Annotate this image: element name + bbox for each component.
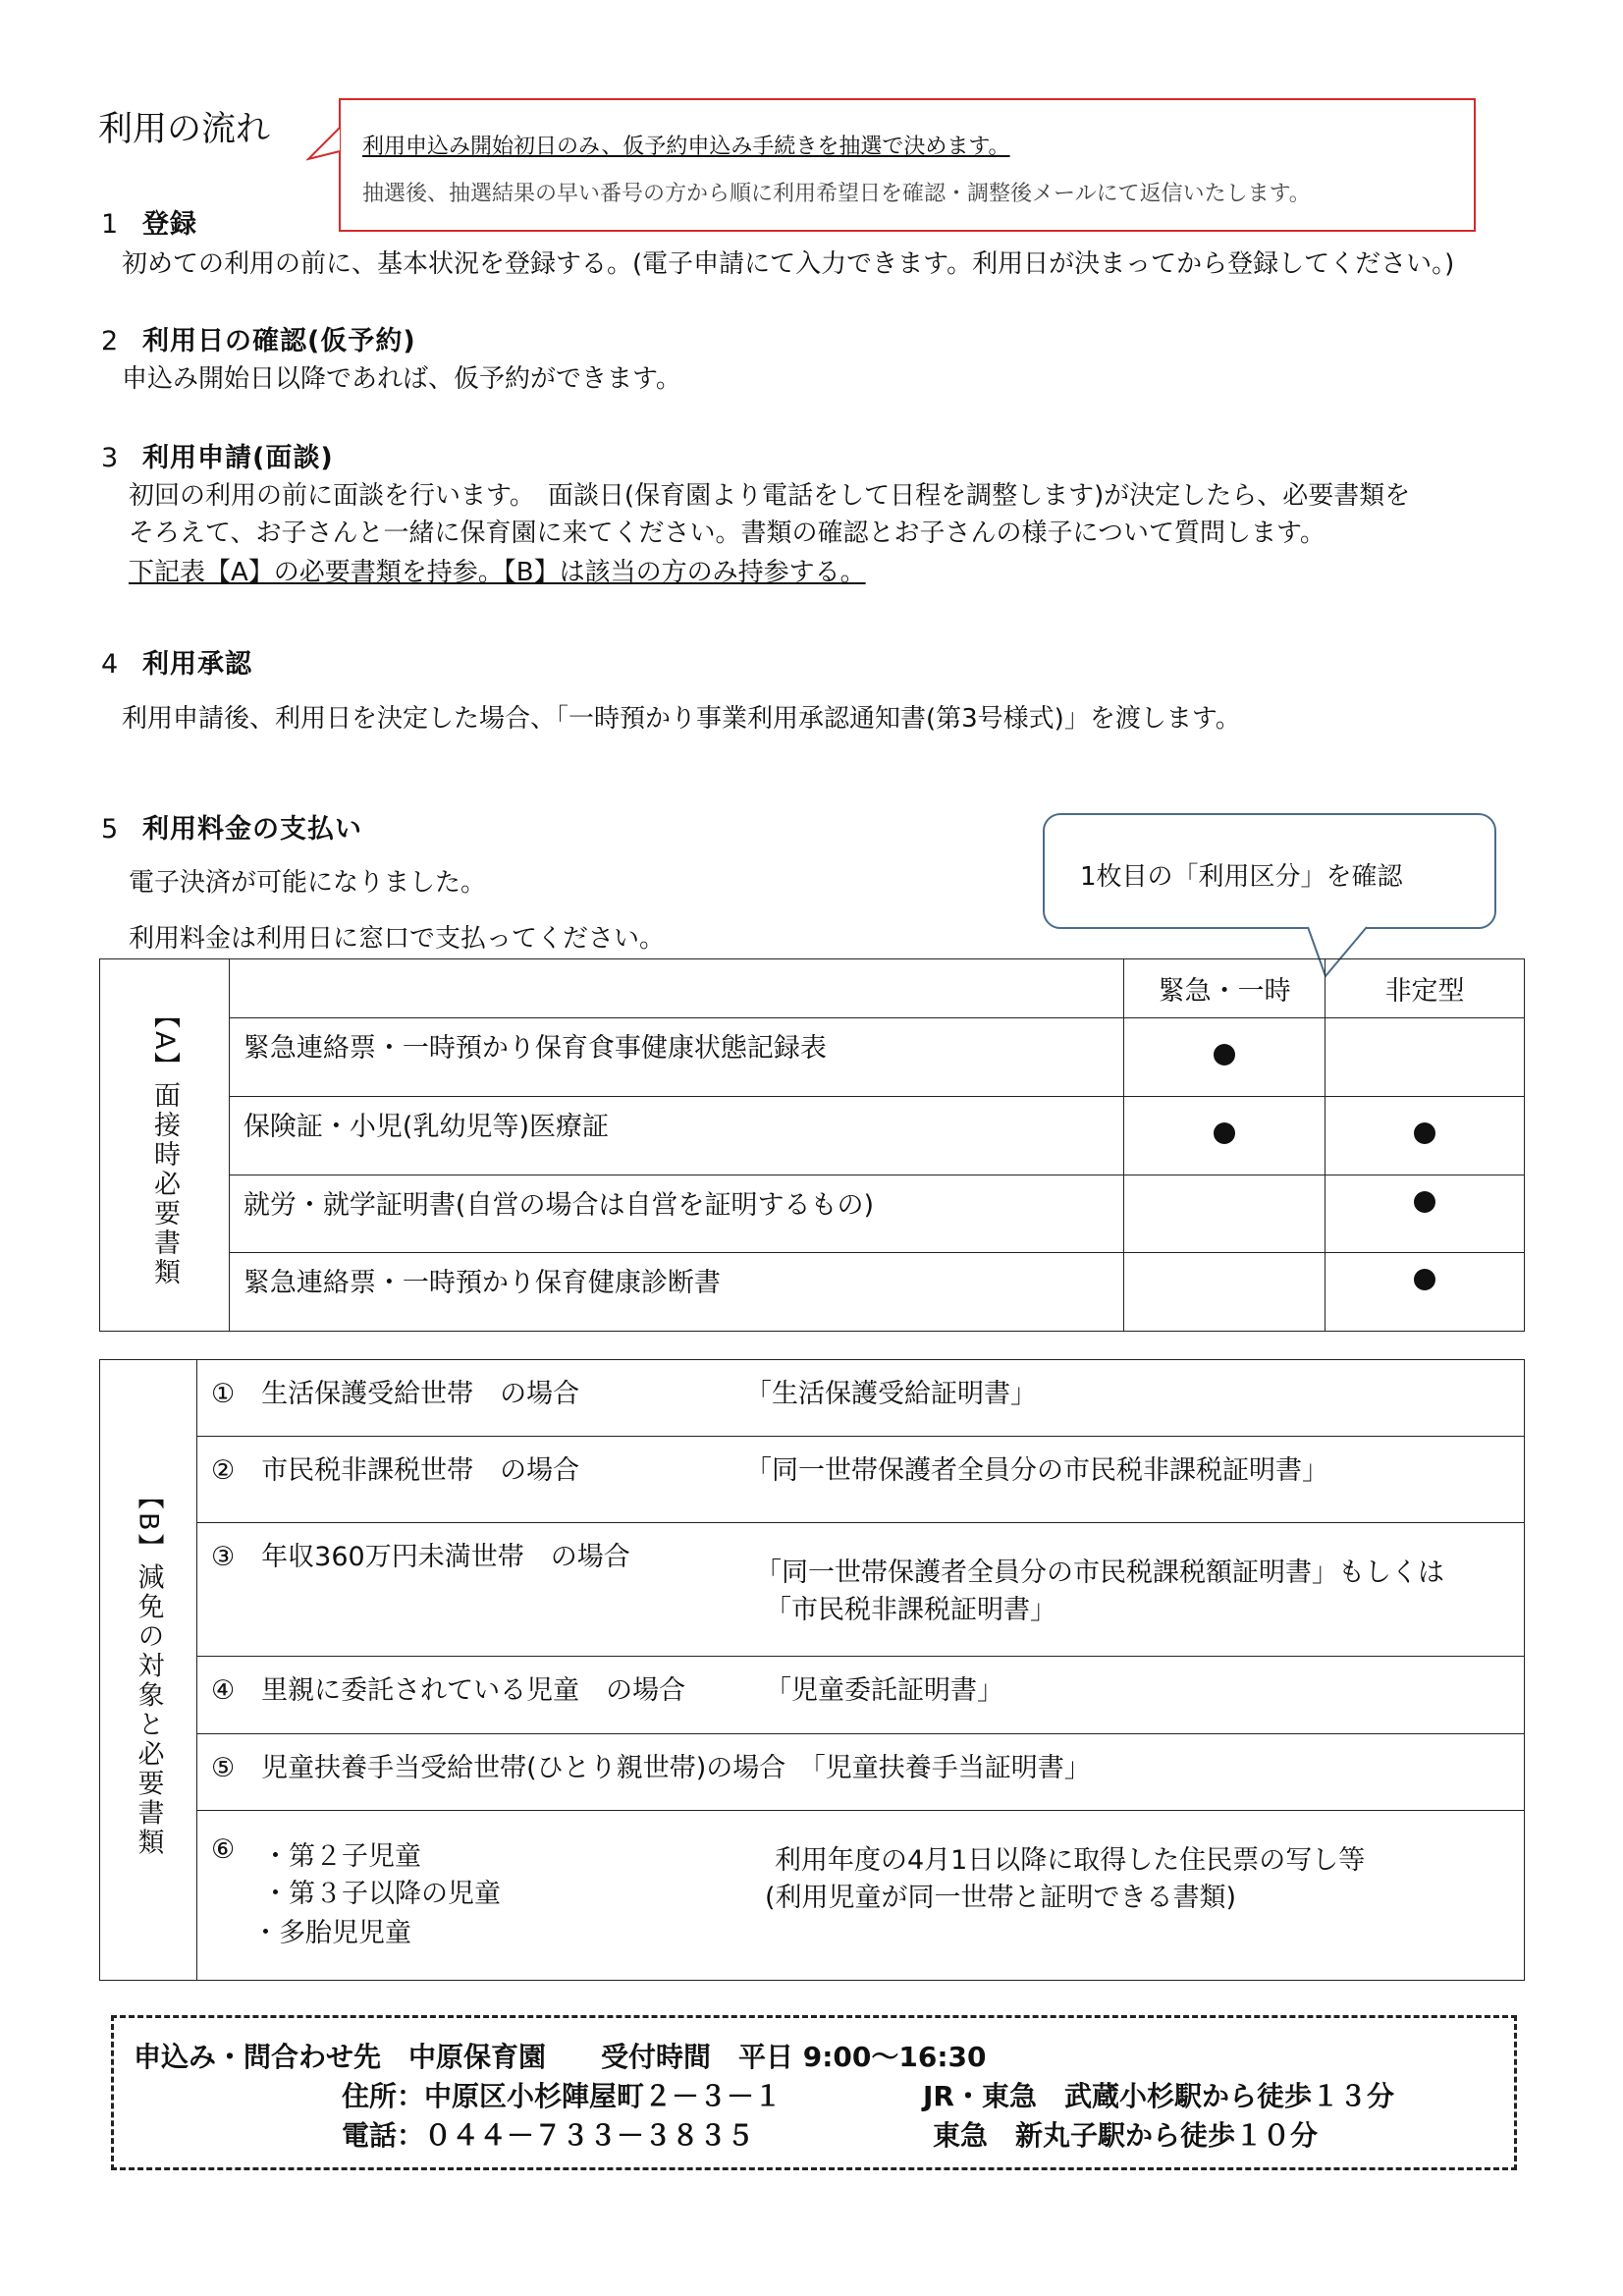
notice-line-2: 抽選後、抽選結果の早い番号の方から順に利用希望日を確認・調整後メールにて返信いたします。 bbox=[362, 182, 1311, 206]
section-3-heading: 3 利用申請(面談) bbox=[101, 443, 334, 473]
case-3-label: ③ 年収360万円未満世帯 の場合 bbox=[210, 1542, 630, 1572]
case-4-document: 「児童委託証明書」 bbox=[764, 1675, 1003, 1706]
section-1-heading: 1 登録 bbox=[101, 209, 197, 240]
section-3-line-3: 下記表【A】の必要書類を持参。【B】は該当の方のみ持参する。 bbox=[129, 558, 866, 587]
case-1-document: 「生活保護受給証明書」 bbox=[744, 1379, 1037, 1409]
section-4-heading: 4 利用承認 bbox=[101, 649, 252, 680]
case-2-document: 「同一世帯保護者全員分の市民税非課税証明書」 bbox=[744, 1455, 1328, 1486]
table-b-label-cell bbox=[100, 1360, 197, 1981]
section-5-heading: 5 利用料金の支払い bbox=[101, 814, 362, 845]
notice-line-1: 利用申込み開始初日のみ、仮予約申込み手続きを抽選で決めます。 bbox=[362, 135, 1010, 159]
contact-address: 住所：中原区小杉陣屋町２－３－１ bbox=[342, 2080, 783, 2112]
required-dot bbox=[1414, 1122, 1435, 1144]
required-dot bbox=[1414, 1191, 1435, 1213]
required-dot bbox=[1214, 1044, 1235, 1066]
case-3-document-2: 「市民税非課税証明書」 bbox=[764, 1595, 1056, 1625]
table-row bbox=[100, 1175, 1525, 1253]
access-tokyu: 東急 新丸子駅から徒歩１０分 bbox=[933, 2119, 1319, 2152]
table-row bbox=[100, 1253, 1525, 1332]
table-row bbox=[196, 1360, 1524, 1437]
case-6-document-2: (利用児童が同一世帯と証明できる書類) bbox=[764, 1883, 1237, 1913]
table-row bbox=[100, 1018, 1525, 1097]
section-5-line-1: 電子決済が可能になりました。 bbox=[129, 868, 487, 898]
contact-info-box bbox=[111, 2015, 1517, 2170]
section-4-text: 利用申請後、利用日を決定した場合、「一時預かり事業利用承認通知書(第3号様式)」を渡します。 bbox=[122, 704, 1241, 734]
section-5-line-2: 利用料金は利用日に窓口で支払ってください。 bbox=[129, 924, 666, 954]
access-jr-tokyu: JR・東急 武蔵小杉駅から徒歩１３分 bbox=[923, 2080, 1394, 2112]
case-5-label: ⑤ 児童扶養手当受給世帯(ひとり親世帯)の場合 「児童扶養手当証明書」 bbox=[210, 1753, 1091, 1783]
section-3-line-1: 初回の利用の前に面談を行います。 面談日(保育園より電話をして日程を調整します)が決定したら、必要書類を bbox=[129, 481, 1411, 511]
table-b-label: 【B】減免の対象と必要書類 bbox=[133, 1482, 164, 1858]
required-dot bbox=[1214, 1122, 1235, 1144]
table-a-label-cell bbox=[100, 959, 230, 1332]
contact-heading: 申込み・問合わせ先 中原保育園 受付時間 平日 9:00～16:30 bbox=[134, 2041, 987, 2073]
required-documents-table-a bbox=[99, 958, 1525, 1332]
table-row bbox=[100, 1097, 1525, 1175]
table-a-label: 【A】面接時必要書類 bbox=[148, 1002, 180, 1288]
usage-category-callout bbox=[1043, 813, 1496, 929]
col-emergency-temporary: 緊急・一時 bbox=[1124, 959, 1325, 1018]
section-1-text: 初めての利用の前に、基本状況を登録する。(電子申請にて入力できます。利用日が決まってから登録してください。) bbox=[122, 249, 1455, 279]
case-6-mark: ⑥ bbox=[210, 1834, 236, 1865]
col-irregular: 非定型 bbox=[1325, 959, 1525, 1018]
doc-name: 緊急連絡票・一時預かり保育健康診断書 bbox=[229, 1253, 1123, 1332]
case-2-label: ② 市民税非課税世帯 の場合 bbox=[210, 1455, 580, 1486]
contact-phone: 電話：０４４－７３３－３８３５ bbox=[342, 2119, 755, 2152]
table-row bbox=[196, 1437, 1524, 1523]
notice-pointer bbox=[306, 126, 346, 165]
section-2-heading: 2 利用日の確認(仮予約) bbox=[101, 326, 416, 356]
lottery-notice-box bbox=[339, 98, 1476, 232]
table-row bbox=[196, 1811, 1524, 1981]
table-row bbox=[196, 1657, 1524, 1734]
case-6-document-1: 利用年度の4月1日以降に取得した住民票の写し等 bbox=[774, 1845, 1366, 1876]
case-1-label: ① 生活保護受給世帯 の場合 bbox=[210, 1379, 580, 1409]
reduction-documents-table-b bbox=[99, 1359, 1525, 1981]
case-4-label: ④ 里親に委託されている児童 の場合 bbox=[210, 1675, 686, 1706]
doc-name: 緊急連絡票・一時預かり保育食事健康状態記録表 bbox=[229, 1018, 1123, 1097]
case-6-item-3: ・多胎児児童 bbox=[251, 1918, 411, 1948]
doc-name: 保険証・小児(乳幼児等)医療証 bbox=[229, 1097, 1123, 1175]
page-title: 利用の流れ bbox=[98, 110, 271, 149]
case-6-item-1: ・第２子児童 bbox=[261, 1841, 421, 1872]
required-dot bbox=[1414, 1269, 1435, 1290]
section-2-text: 申込み開始日以降であれば、仮予約ができます。 bbox=[122, 364, 681, 394]
doc-name: 就労・就学証明書(自営の場合は自営を証明するもの) bbox=[229, 1175, 1123, 1253]
case-3-document-1: 「同一世帯保護者全員分の市民税課税額証明書」もしくは bbox=[754, 1558, 1444, 1588]
section-3-line-2: そろえて、お子さんと一緒に保育園に来てください。書類の確認とお子さんの様子について質問します。 bbox=[129, 519, 1325, 548]
callout-text: 1枚目の「利用区分」を確認 bbox=[1080, 862, 1403, 892]
case-6-item-2: ・第３子以降の児童 bbox=[261, 1879, 501, 1909]
table-row bbox=[196, 1523, 1524, 1657]
table-row bbox=[196, 1734, 1524, 1811]
